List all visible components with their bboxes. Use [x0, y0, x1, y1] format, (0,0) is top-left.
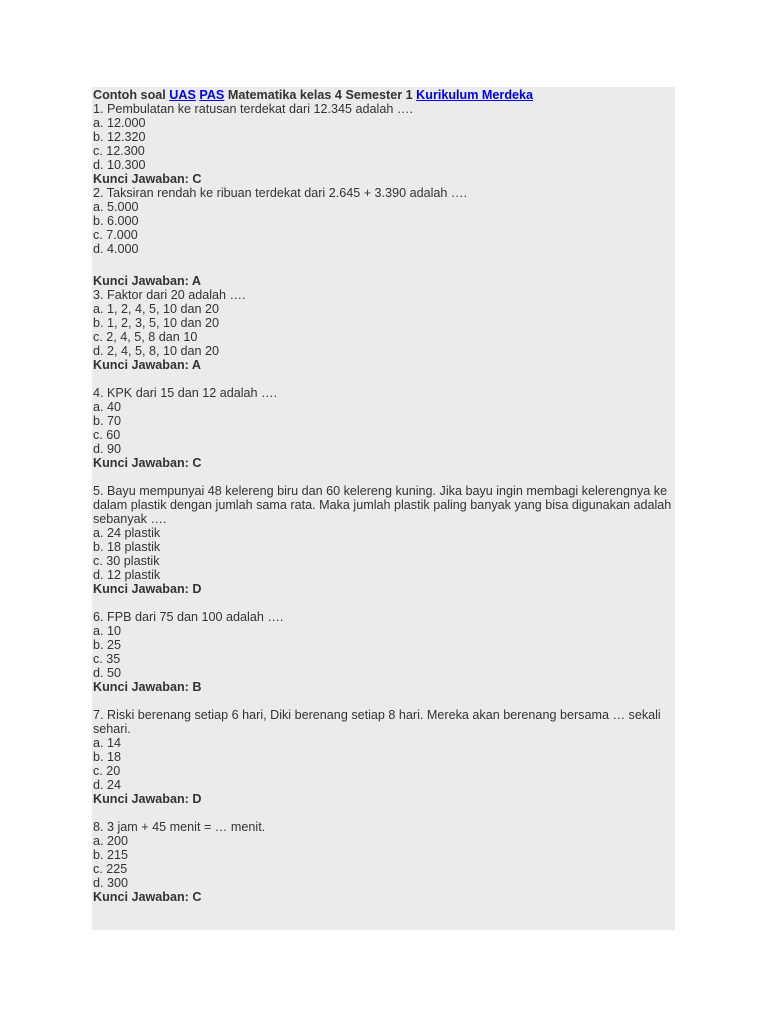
option-a: a. 5.000 [93, 200, 139, 214]
question-block-1 [93, 102, 675, 186]
document-content [93, 88, 675, 904]
document-title [93, 88, 675, 102]
answer-key: Kunci Jawaban: C [93, 172, 202, 186]
option-a: a. 200 [93, 834, 129, 848]
link-pas[interactable]: PAS [199, 88, 225, 102]
question-block-3 [93, 288, 675, 386]
spacer [93, 806, 675, 820]
spacer [93, 372, 675, 386]
question-text: 1. Pembulatan ke ratusan terdekat dari 12.345 adalah …. [93, 102, 413, 116]
answer-key: Kunci Jawaban: B [93, 680, 202, 694]
option-c: c. 20 [93, 764, 121, 778]
option-b: b. 70 [93, 414, 122, 428]
answer-key: Kunci Jawaban: D [93, 582, 202, 596]
question-text: 2. Taksiran rendah ke ribuan terdekat dari 2.645 + 3.390 adalah …. [93, 186, 467, 200]
option-b: b. 18 plastik [93, 540, 161, 554]
option-c: c. 35 [93, 652, 121, 666]
option-b: b. 25 [93, 638, 122, 652]
option-c: c. 2, 4, 5, 8 dan 10 [93, 330, 198, 344]
question-block-6 [93, 610, 675, 708]
option-d: d. 12 plastik [93, 568, 161, 582]
option-a: a. 14 [93, 736, 122, 750]
option-b: b. 18 [93, 750, 122, 764]
option-c: c. 60 [93, 428, 121, 442]
question-text: 6. FPB dari 75 dan 100 adalah …. [93, 610, 284, 624]
question-block-8 [93, 820, 675, 904]
answer-key: Kunci Jawaban: A [93, 358, 201, 372]
option-d: d. 300 [93, 876, 129, 890]
question-text: 8. 3 jam + 45 menit = … menit. [93, 820, 266, 834]
option-d: d. 10.300 [93, 158, 146, 172]
option-c: c. 7.000 [93, 228, 138, 242]
question-text: 3. Faktor dari 20 adalah …. [93, 288, 246, 302]
option-c: c. 12.300 [93, 144, 145, 158]
spacer [93, 596, 675, 610]
answer-key: Kunci Jawaban: A [93, 274, 201, 288]
option-a: a. 10 [93, 624, 122, 638]
option-b: b. 12.320 [93, 130, 146, 144]
option-b: b. 6.000 [93, 214, 139, 228]
spacer [93, 694, 675, 708]
option-d: d. 2, 4, 5, 8, 10 dan 20 [93, 344, 220, 358]
option-c: c. 30 plastik [93, 554, 160, 568]
answer-key: Kunci Jawaban: C [93, 456, 202, 470]
option-a: a. 12.000 [93, 116, 146, 130]
question-block-5 [93, 484, 675, 610]
option-d: d. 50 [93, 666, 122, 680]
option-b: b. 1, 2, 3, 5, 10 dan 20 [93, 316, 220, 330]
question-block-7 [93, 708, 675, 820]
option-d: d. 90 [93, 442, 122, 456]
question-block-4 [93, 386, 675, 484]
spacer [93, 470, 675, 484]
option-a: a. 1, 2, 4, 5, 10 dan 20 [93, 302, 220, 316]
spacer [93, 256, 675, 274]
answer-key: Kunci Jawaban: C [93, 890, 202, 904]
answer-key: Kunci Jawaban: D [93, 792, 202, 806]
option-b: b. 215 [93, 848, 129, 862]
option-d: d. 24 [93, 778, 122, 792]
title-prefix: Contoh soal [93, 88, 170, 102]
question-block-2 [93, 186, 675, 288]
option-d: d. 4.000 [93, 242, 139, 256]
title-middle: Matematika kelas 4 Semester 1 [224, 88, 417, 102]
question-text: 5. Bayu mempunyai 48 kelereng biru dan 60 kelereng kuning. Jika bayu ingin membagi kelerengnya ke dalam plastik dengan jumlah sama rata. Maka jumlah plastik paling banyak yang bisa digunakan adalah sebanyak …. [93, 484, 672, 526]
link-kurikulum-merdeka[interactable]: Kurikulum Merdeka [416, 88, 534, 102]
option-a: a. 24 plastik [93, 526, 161, 540]
question-text: 4. KPK dari 15 dan 12 adalah …. [93, 386, 278, 400]
option-a: a. 40 [93, 400, 122, 414]
link-uas[interactable]: UAS [169, 88, 196, 102]
option-c: c. 225 [93, 862, 128, 876]
question-text: 7. Riski berenang setiap 6 hari, Diki berenang setiap 8 hari. Mereka akan berenang bersama … sekali sehari. [93, 708, 661, 736]
